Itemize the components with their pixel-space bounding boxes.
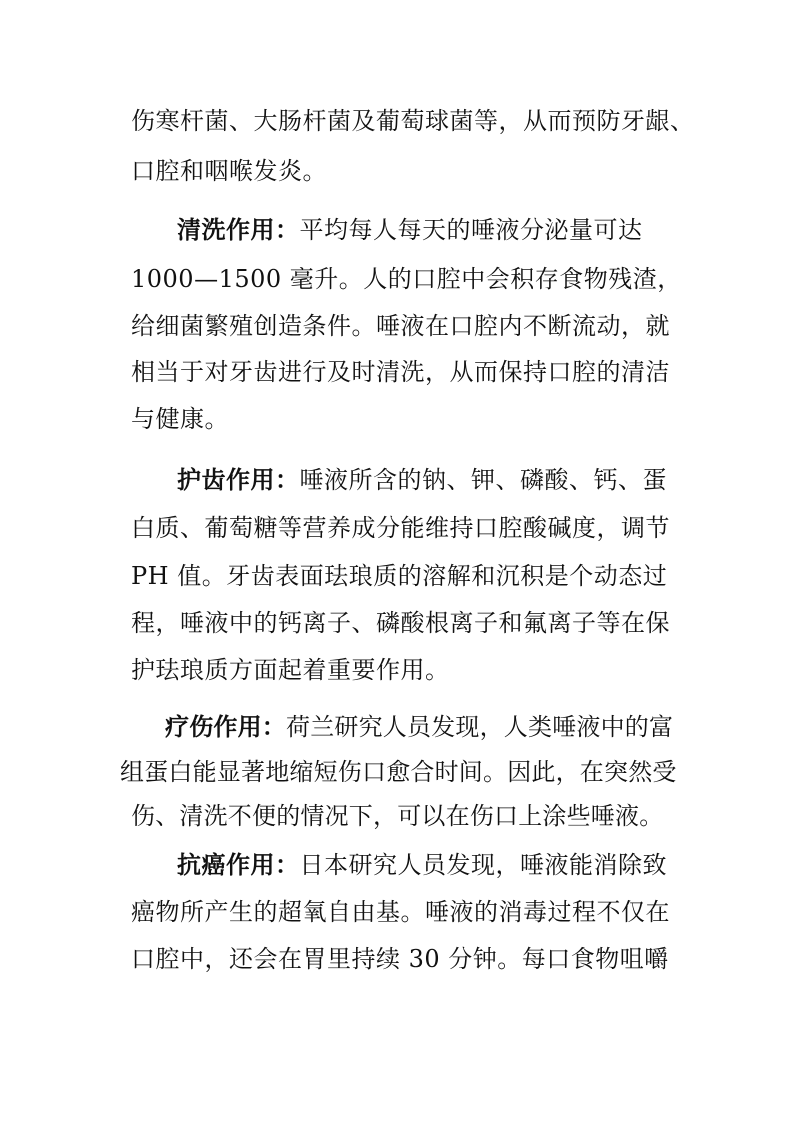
healing-heading: 疗伤作用： (165, 713, 286, 741)
teeth-paragraph-line-2: 白质、葡萄糖等营养成分能维持口腔酸碱度，调节 (131, 514, 670, 542)
cleaning-paragraph-line-2: 1000—1500 毫升。人的口腔中会积存食物残渣， (131, 265, 682, 293)
cancer-paragraph-line-2: 癌物所产生的超氧自由基。唾液的消毒过程不仅在 (131, 898, 670, 926)
cancer-heading: 抗癌作用： (177, 851, 300, 879)
cleaning-paragraph-line-3: 给细菌繁殖创造条件。唾液在口腔内不断流动，就 (131, 312, 670, 340)
cancer-text: 日本研究人员发现，唾液能消除致 (299, 851, 667, 879)
teeth-paragraph-line-3: PH 值。牙齿表面珐琅质的溶解和沉积是个动态过 (131, 562, 668, 590)
teeth-heading: 护齿作用： (177, 466, 300, 494)
cleaning-text: 平均每人每天的唾液分泌量可达 (299, 216, 643, 244)
healing-paragraph-line-2: 组蛋白能显著地缩短伤口愈合时间。因此，在突然受 (120, 758, 677, 786)
cleaning-paragraph-line-1 (177, 215, 643, 245)
intro-line-2: 口腔和咽喉发炎。 (131, 157, 327, 185)
cleaning-heading: 清洗作用： (177, 216, 300, 244)
teeth-paragraph-line-5: 护珐琅质方面起着重要作用。 (131, 656, 450, 684)
teeth-paragraph-line-1 (177, 465, 667, 495)
cancer-paragraph-line-3: 口腔中，还会在胃里持续 30 分钟。每口食物咀嚼 (131, 945, 669, 973)
cancer-paragraph-line-1 (177, 850, 667, 880)
healing-text: 荷兰研究人员发现，人类唾液中的富 (286, 713, 674, 741)
teeth-text: 唾液所含的钠、钾、磷酸、钙、蛋 (299, 466, 667, 494)
healing-paragraph-line-3: 伤、清洗不便的情况下，可以在伤口上涂些唾液。 (131, 802, 664, 830)
teeth-paragraph-line-4: 程，唾液中的钙离子、磷酸根离子和氟离子等在保 (131, 609, 670, 637)
cleaning-paragraph-line-5: 与健康。 (131, 405, 229, 433)
intro-line-1: 伤寒杆菌、大肠杆菌及葡萄球菌等，从而预防牙龈、 (131, 107, 695, 135)
healing-paragraph-line-1 (165, 712, 673, 742)
cleaning-paragraph-line-4: 相当于对牙齿进行及时清洗，从而保持口腔的清洁 (131, 358, 670, 386)
